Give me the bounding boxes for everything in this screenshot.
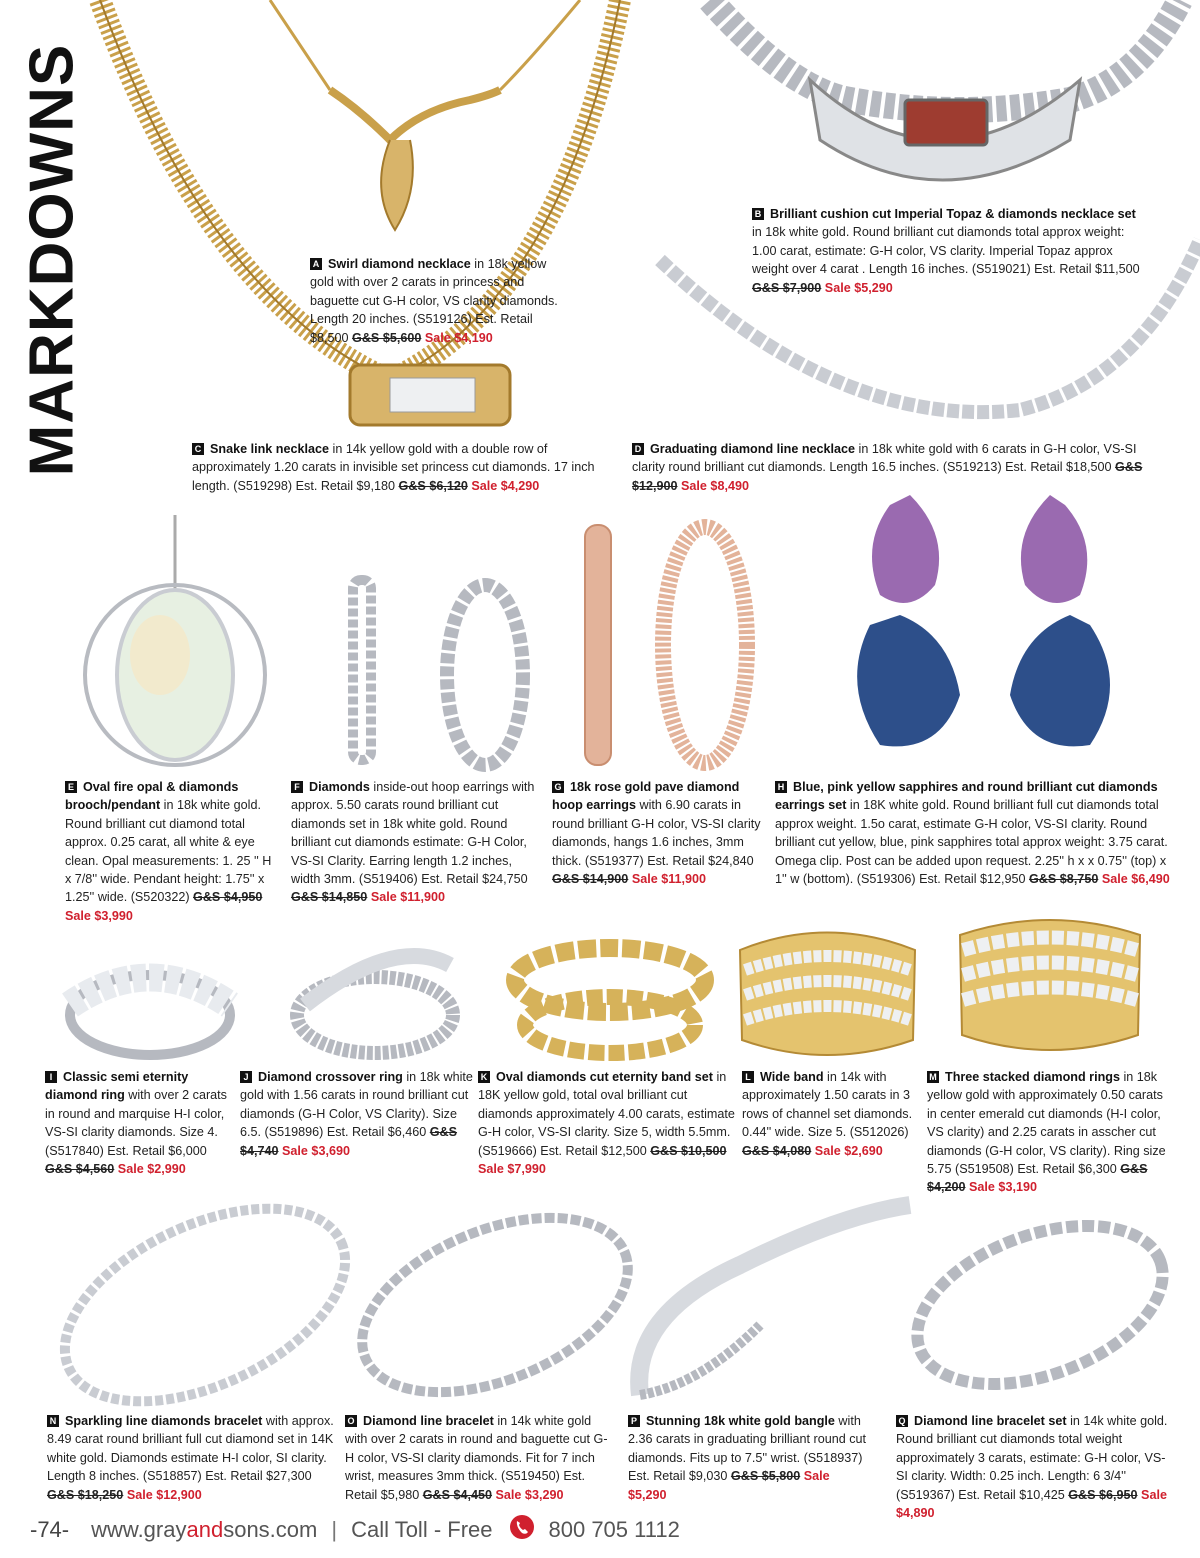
item-name: Diamond crossover ring — [258, 1070, 403, 1084]
caption-k — [478, 1068, 736, 1178]
phone-icon — [509, 1514, 535, 1546]
item-name: Swirl diamond necklace — [328, 257, 471, 271]
caption-n — [47, 1412, 337, 1504]
sapphire-earrings-image — [840, 485, 1140, 775]
caption-f — [291, 778, 541, 907]
item-name: Diamonds — [309, 780, 370, 794]
line-bracelet-n-image — [40, 1195, 370, 1415]
item-description: in 14k white gold. Round brilliant cut diamonds total weight approximately 3 carats, estimate: G-H color, VS-SI clarity. Width: 0.25 inch. Length: 6 3/4'' (S519367) Est. Retail $10,425 — [896, 1414, 1168, 1502]
necklace-a-c-image — [60, 0, 700, 440]
item-description: in 18k white gold. Round brilliant cut diamond total approx. 0.25 carat, all white & eye clean. Opal measurements: 1. 25 '' H x 7/8'' wide. Pendant height: 1.75'' x 1.25'' wide. (S520322) — [65, 798, 272, 905]
item-letter-badge: K — [478, 1071, 490, 1083]
caption-b — [752, 205, 1142, 297]
sale-price: Sale $4,290 — [467, 478, 540, 493]
item-description: inside-out hoop earrings with approx. 5.50 carats round brilliant cut diamonds set in 18k white gold. Round brilliant cut diamonds estimate: G-H Color, VS-SI Clarity. Earring length 1.2 inches, width 3mm. (S519406) Est. Retail $24,750 — [291, 780, 535, 887]
gs-price: G&S $4,450 — [422, 1487, 493, 1502]
item-description: in 18K white gold. Round brilliant full cut diamonds total approx weight. 1.5o carat, estimate G-H color, VS-SI clarity. Round brilliant cut yellow, blue, pink sapphires total approx weight: 3.75 carat. Omega clip. Post can be added upon request. 2.25'' h x x 0.75'' (top) x 1'' w (bottom). (S519306) Est. Retail $12,950 — [775, 798, 1168, 887]
caption-c — [192, 440, 602, 495]
item-letter-badge: M — [927, 1071, 939, 1083]
item-description: in 14k yellow gold with a double row of approximately 1.20 carats in invisible set princess cut diamonds. 17 inch length. (S519298) Est. Retail $9,180 — [192, 442, 595, 493]
item-name: 18k rose gold pave diamond hoop earrings — [552, 780, 740, 813]
bracelet-set-image — [900, 1195, 1180, 1415]
caption-o — [345, 1412, 613, 1504]
item-name: Graduating diamond line necklace — [650, 442, 856, 456]
gs-price: G&S $4,950 — [193, 890, 263, 905]
item-name: Sparkling line diamonds bracelet — [65, 1414, 263, 1428]
sale-price: Sale $5,290 — [628, 1469, 830, 1502]
item-description: with approx. 8.49 carat round brilliant full cut diamond set in 14K white gold. Diamonds estimate H-I color, SI clarity. Length 8 inches. (S518857) Est. Retail $27,300 — [47, 1414, 334, 1484]
item-letter-badge: F — [291, 781, 303, 793]
opal-brooch-image — [80, 515, 280, 780]
item-letter-badge: G — [552, 781, 564, 793]
page-title: MARKDOWNS — [17, 43, 87, 477]
sale-price: Sale $3,290 — [492, 1487, 564, 1502]
caption-m — [927, 1068, 1175, 1197]
item-name: Classic semi eternity diamond ring — [45, 1070, 189, 1103]
gs-price: G&S $7,900 — [752, 280, 822, 295]
gs-price: G&S $10,500 — [650, 1143, 727, 1158]
item-description: in 18k yellow gold with over 2 carats in princess and baguette cut G-H color, VS clarity diamonds. Length 20 inches. (S519126) Est. Retail $8,500 — [310, 257, 558, 345]
footer — [30, 1512, 680, 1548]
item-letter-badge: I — [45, 1071, 57, 1083]
stacked-rings-image — [955, 910, 1145, 1060]
item-description: with 2.36 carats in graduating brilliant round cut diamonds. Fits up to 7.5'' wrist. (S518937) Est. Retail $9,030 — [628, 1414, 867, 1484]
item-name: Oval fire opal & diamonds brooch/pendant — [65, 780, 239, 813]
sale-price: Sale $8,490 — [677, 478, 749, 493]
white-hoops-image — [335, 575, 535, 775]
sale-price: Sale $5,290 — [821, 280, 893, 295]
item-description: with over 2 carats in round and marquise H-I color, VS-SI clarity diamonds. Size 4. (S517840) Est. Retail $6,000 — [45, 1088, 227, 1158]
item-name: Wide band — [760, 1070, 824, 1084]
sale-price: Sale $2,990 — [114, 1162, 186, 1177]
phone-number[interactable]: 800 705 1112 — [548, 1517, 680, 1542]
gs-price: G&S $5,600 — [352, 330, 422, 345]
gs-price: G&S $4,740 — [240, 1125, 458, 1158]
item-name: Stunning 18k white gold bangle — [646, 1414, 835, 1428]
item-letter-badge: A — [310, 258, 322, 270]
item-letter-badge: E — [65, 781, 77, 793]
caption-j — [240, 1068, 475, 1160]
sale-price: Sale $6,490 — [1098, 872, 1170, 887]
semi-eternity-ring-image — [60, 960, 240, 1070]
eternity-band-image — [505, 930, 715, 1065]
line-bracelet-o-image — [345, 1195, 645, 1415]
website-part: www.gray — [91, 1517, 187, 1542]
item-description: in 18k white gold with 6 carats in G-H color, VS-SI clarity round brilliant cut diamonds. Length 16.5 inches. (S519213) Est. Retail $18,500 — [632, 442, 1137, 475]
sale-price: Sale $4,190 — [421, 330, 493, 345]
item-description: in 14k with approximately 1.50 carats in 3 rows of channel set diamonds. 0.44'' wide. Size 5. (S512026) — [742, 1070, 913, 1140]
item-description: in 18k yellow gold with approximately 0.50 carats in center emerald cut diamonds (H-I color, VS clarity) and 2.25 carats in asscher cut diamonds (G-H color, VS clarity). Ring size 5.75 (S519508) Est. Retail $6,300 — [927, 1070, 1166, 1177]
caption-p — [628, 1412, 868, 1504]
gs-price: G&S $12,900 — [632, 460, 1143, 493]
gs-price: G&S $4,560 — [45, 1162, 115, 1177]
caption-a — [310, 255, 570, 347]
sale-price: Sale $3,190 — [965, 1180, 1037, 1195]
wide-band-image — [735, 920, 920, 1060]
bangle-image — [620, 1195, 920, 1415]
sale-price: Sale $11,900 — [367, 890, 446, 905]
item-description: in 18K yellow gold, total oval brilliant cut diamonds approximately 4.00 carats, estimate G-H color, VS-SI clarity. Size 5, width 5.5mm. (S519666) Est. Retail $12,500 — [478, 1070, 735, 1158]
item-letter-badge: Q — [896, 1415, 908, 1427]
item-description: in 18k white gold with 1.56 carats in round brilliant cut diamonds (G-H Color, VS Clarity). Size 6.5. (S519896) Est. Retail $6,460 — [240, 1070, 473, 1140]
caption-h — [775, 778, 1175, 888]
item-name: Brilliant cushion cut Imperial Topaz & diamonds necklace set — [770, 207, 1136, 221]
sale-price: Sale $2,690 — [811, 1143, 883, 1158]
crossover-ring-image — [285, 945, 465, 1065]
gs-price: G&S $14,850 — [291, 890, 368, 905]
sale-price: Sale $7,990 — [478, 1162, 546, 1177]
sale-price: Sale $3,990 — [65, 908, 133, 923]
sale-price: Sale $11,900 — [628, 872, 707, 887]
item-description: with 6.90 carats in round brilliant G-H color, VS-SI clarity diamonds, hangs 1.6 inches, 3mm thick. (S519377) Est. Retail $24,840 — [552, 798, 761, 868]
gs-price: G&S $4,200 — [927, 1162, 1148, 1195]
gs-price: G&S $5,800 — [730, 1469, 801, 1484]
website-part: and — [186, 1517, 224, 1542]
page-number: -74- — [30, 1517, 70, 1542]
item-name: Snake link necklace — [210, 442, 330, 456]
caption-i — [45, 1068, 230, 1178]
caption-d — [632, 440, 1167, 495]
sale-price: Sale $4,890 — [896, 1487, 1167, 1521]
item-description: in 18k white gold. Round brilliant cut diamonds total approx weight: 1.00 carat, estimate: G-H color, VS clarity. Imperial Topaz approx weight over 4 carat . Length 16 inches. (S519021) Est. Retail $11,500 — [752, 225, 1140, 277]
item-letter-badge: N — [47, 1415, 59, 1427]
item-letter-badge: L — [742, 1071, 754, 1083]
item-letter-badge: P — [628, 1415, 640, 1427]
item-description: in 14k white gold with over 2 carats in round and baguette cut G-H color, VS-SI clarity diamonds. Fit for 7 inch wrist, measures 3mm thick. (S519450) Est. Retail $5,980 — [345, 1414, 608, 1502]
gs-price: G&S $18,250 — [47, 1487, 124, 1502]
caption-e — [65, 778, 275, 925]
item-letter-badge: B — [752, 208, 764, 220]
item-letter-badge: C — [192, 443, 204, 455]
gs-price: G&S $6,950 — [1068, 1487, 1138, 1502]
rose-hoops-image — [575, 515, 755, 775]
website-part: sons.com — [223, 1517, 318, 1542]
gs-price: G&S $4,080 — [742, 1143, 812, 1158]
item-name: Diamond line bracelet set — [914, 1414, 1067, 1428]
sale-price: Sale $12,900 — [123, 1487, 202, 1502]
item-letter-badge: J — [240, 1071, 252, 1083]
sale-price: Sale $3,690 — [278, 1143, 350, 1158]
separator: | — [331, 1517, 338, 1542]
item-name: Three stacked diamond rings — [945, 1070, 1120, 1084]
item-letter-badge: O — [345, 1415, 357, 1427]
item-letter-badge: D — [632, 443, 644, 455]
website-link[interactable] — [91, 1517, 317, 1543]
item-letter-badge: H — [775, 781, 787, 793]
gs-price: G&S $14,900 — [552, 872, 629, 887]
call-label: Call Toll - Free — [351, 1517, 493, 1542]
caption-g — [552, 778, 768, 888]
gs-price: G&S $8,750 — [1029, 872, 1099, 887]
item-name: Blue, pink yellow sapphires and round brilliant cut diamonds earrings set — [775, 780, 1158, 813]
caption-l — [742, 1068, 922, 1160]
gs-price: G&S $6,120 — [398, 478, 468, 493]
caption-q — [896, 1412, 1176, 1522]
item-name: Diamond line bracelet — [363, 1414, 494, 1428]
item-name: Oval diamonds cut eternity band set — [496, 1070, 713, 1084]
